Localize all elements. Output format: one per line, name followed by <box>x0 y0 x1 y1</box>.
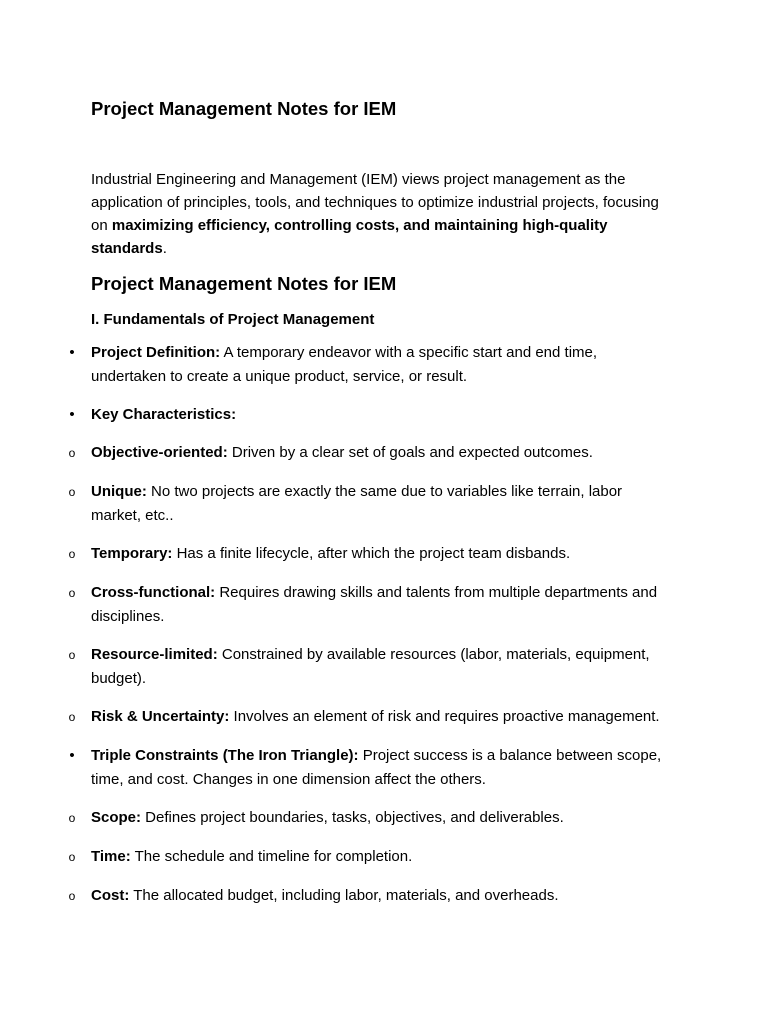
list-item <box>69 744 669 791</box>
list-item <box>69 403 669 427</box>
list-bullet: • <box>69 406 75 423</box>
list-item <box>69 341 669 388</box>
list-item <box>68 806 669 830</box>
list-item <box>68 480 669 527</box>
document-title: Project Management Notes for IEM <box>91 98 397 119</box>
list-sub-bullet: o <box>68 485 76 499</box>
intro-bold-text: maximizing efficiency, controlling costs, and maintaining high-quality standards <box>91 217 608 257</box>
item-term: Triple Constraints (The Iron Triangle): <box>91 747 359 764</box>
list-sub-bullet: o <box>68 648 76 662</box>
list-item <box>68 705 669 729</box>
list-item <box>68 845 669 869</box>
item-text: A temporary endeavor with a specific start and end time, undertaken to create a unique product, service, or result. <box>91 344 598 385</box>
item-text: The schedule and timeline for completion. <box>130 848 413 865</box>
intro-text: Industrial Engineering and Management (IEM) views project management as the application of principles, tools, and techniques to optimize industrial projects, focusing on <box>91 171 659 234</box>
list-sub-bullet: o <box>68 586 76 600</box>
item-text: No two projects are exactly the same due to variables like terrain, labor market, etc.. <box>91 483 623 524</box>
list-sub-bullet: o <box>68 811 76 825</box>
item-term: Unique: <box>91 483 147 500</box>
list-bullet: • <box>69 344 75 361</box>
list-sub-bullet: o <box>68 710 76 724</box>
item-term: Project Definition: <box>91 344 221 361</box>
item-term: Time: <box>91 848 131 865</box>
section-title: Project Management Notes for IEM <box>91 273 397 294</box>
item-term: Risk & Uncertainty: <box>91 708 230 725</box>
item-text: Requires drawing skills and talents from multiple departments and disciplines. <box>91 584 658 625</box>
list-sub-bullet: o <box>68 446 76 460</box>
list-sub-bullet: o <box>68 889 76 903</box>
item-term: Cost: <box>91 887 130 904</box>
list-bullet: • <box>69 747 75 764</box>
item-text: Has a finite lifecycle, after which the project team disbands. <box>172 545 571 562</box>
list-item <box>68 441 669 465</box>
list-sub-bullet: o <box>68 547 76 561</box>
list-item <box>68 542 669 566</box>
item-term: Key Characteristics: <box>91 406 237 423</box>
subsection-title: I. Fundamentals of Project Management <box>91 311 375 328</box>
item-term: Temporary: <box>91 545 173 562</box>
list-item <box>68 884 669 908</box>
item-term: Scope: <box>91 809 142 826</box>
intro-paragraph <box>91 168 671 260</box>
intro-end: . <box>162 240 167 257</box>
item-text: Involves an element of risk and requires proactive management. <box>229 708 660 725</box>
item-term: Resource-limited: <box>91 646 218 663</box>
list-item <box>68 643 669 690</box>
list-item <box>68 581 669 628</box>
item-text: The allocated budget, including labor, materials, and overheads. <box>129 887 559 904</box>
item-text: Defines project boundaries, tasks, objectives, and deliverables. <box>141 809 564 826</box>
item-text: Constrained by available resources (labor, materials, equipment, budget). <box>91 646 650 687</box>
item-text: Project success is a balance between scope, time, and cost. Changes in one dimension affect the others. <box>91 747 662 788</box>
item-term: Cross-functional: <box>91 584 216 601</box>
list-sub-bullet: o <box>68 850 76 864</box>
item-text: Driven by a clear set of goals and expected outcomes. <box>227 444 593 461</box>
item-term: Objective-oriented: <box>91 444 228 461</box>
